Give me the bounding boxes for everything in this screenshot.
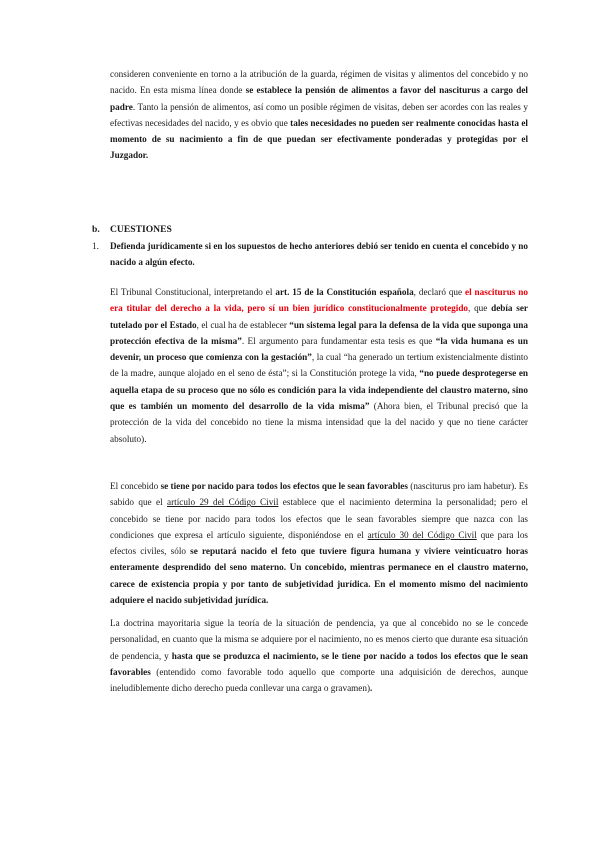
answer-paragraph-doctrina bbox=[110, 615, 528, 696]
answer2-text: El concebido bbox=[110, 481, 161, 491]
answer3-period: . bbox=[370, 683, 373, 694]
answer1-text-7: (Ahora bien, el Tribunal precisó que la protección de la vida del concebido no tiene la misma intensidad que la del nacido y que no tiene carácter absoluto). bbox=[110, 401, 528, 444]
answer2-text-2: (nasciturus pro iam habetur). Es sabido que el bbox=[110, 481, 528, 508]
answer-paragraph-codigo-civil bbox=[110, 478, 528, 608]
answer3-text-2: (entendido como favorable todo aquello que comporte una adquisición de derechos, aunque ineludiblemente dicho derecho pueda conllevar una carga o gravamen) bbox=[110, 666, 528, 694]
answer2-text-4: que para los efectos civiles, sólo bbox=[110, 529, 528, 557]
answer1-red-highlight: el nasciturus no era titular del derecho a la vida, pero sí un bien jurídico constitucionalmente protegido bbox=[110, 287, 528, 314]
section-title: CUESTIONES bbox=[110, 224, 172, 235]
intro-text-2: . Tanto la pensión de alimentos, así como un posible régimen de visitas, deben ser acordes con las reales y efectivas necesidades del nacido, y es obvio que bbox=[110, 101, 528, 128]
articulo-29-link: artículo 29 del Código Civil bbox=[167, 497, 279, 508]
answer1-quote-sistema: “un sistema legal para la defensa de la vida que suponga una protección efectiva de la misma” bbox=[110, 319, 528, 346]
answer1-text: El Tribunal Constitucional, interpretando el bbox=[110, 287, 276, 297]
answer1-text-3: , que bbox=[468, 303, 492, 314]
answer2-text-3: establece que el nacimiento determina la personalidad; pero el concebido se tiene por nacido para todos los efectos que le sean favorables siempre que nazca con las condiciones que expresa el artículo siguiente, disponiéndose en el bbox=[110, 497, 528, 540]
question-number: 1. bbox=[92, 241, 99, 251]
answer1-quote-vida: “la vida humana es un devenir, un proceso que comienza con la gestación” bbox=[110, 335, 528, 363]
intro-bold-conclusion: tales necesidades no pueden ser realmente conocidas hasta el momento de su nacimiento a fin de que puedan ser efectivamente ponderadas y protegidas por el Juzgador. bbox=[110, 117, 528, 161]
answer1-bold-estado: debía ser tutelado por el Estado bbox=[110, 303, 528, 330]
answer1-text-6: , la cual “ha generado un tertium existencialmente distinto de la madre, aunque alojado en el seno de ésta”; si la Constitución protege la vida, bbox=[110, 352, 529, 379]
section-heading bbox=[92, 222, 172, 238]
answer1-article-ref: art. 15 de la Constitución española bbox=[275, 287, 414, 297]
answer1-text-4: , el cual ha de establecer bbox=[196, 319, 290, 330]
answer1-text-2: , declaró que bbox=[413, 287, 465, 297]
articulo-30-link: artículo 30 del Código Civil bbox=[367, 529, 477, 540]
question-text: Defienda jurídicamente si en los supuestos de hecho anteriores debió ser tenido en cuenta el concebido y no nacido a algún efecto. bbox=[110, 241, 528, 268]
section-letter: b. bbox=[92, 224, 100, 235]
answer1-text-5: . El argumento para fundamentar esta tesis es que bbox=[241, 335, 436, 346]
answer1-quote-desproteger: “no puede desprotegerse en aquella etapa de su proceso que no sólo es condición para la vida independiente del claustro materno, sino que es también un momento del desarrollo de la vida misma” bbox=[110, 368, 529, 412]
answer-paragraph-tc bbox=[110, 284, 528, 447]
answer2-bold-favorables: se tiene por nacido para todos los efectos que le sean favorables bbox=[160, 481, 408, 491]
answer2-bold-reputara: se reputará nacido el feto que tuviere figura humana y viviere veinticuatro horas enteramente desprendido del seno materno. Un concebido, mientras permanece en el claustro materno, carece de existencia propia y por tanto de subjetividad jurídica. En el momento mismo del nacimiento adquiere el nacido subjetividad jurídica. bbox=[110, 546, 528, 606]
intro-bold-alimentos: se establece la pensión de alimentos a favor del nasciturus a cargo del padre bbox=[110, 85, 528, 112]
answer3-text: La doctrina mayoritaria sigue la teoría de la situación de pendencia, ya que al concebido no se le concede personalidad, en cuanto que la misma se adquiere por el nacimiento, no es menos cierto que durante esa situación de pendencia, y bbox=[110, 618, 528, 661]
intro-text: consideren conveniente en torno a la atribución de la guarda, régimen de visitas y alimentos del concebido y no nacido. En esta misma línea donde bbox=[110, 69, 528, 96]
answer3-bold-nacido: hasta que se produzca el nacimiento, se le tiene por nacido a todos los efectos que le sean favorables bbox=[110, 650, 528, 677]
intro-paragraph bbox=[110, 66, 528, 164]
